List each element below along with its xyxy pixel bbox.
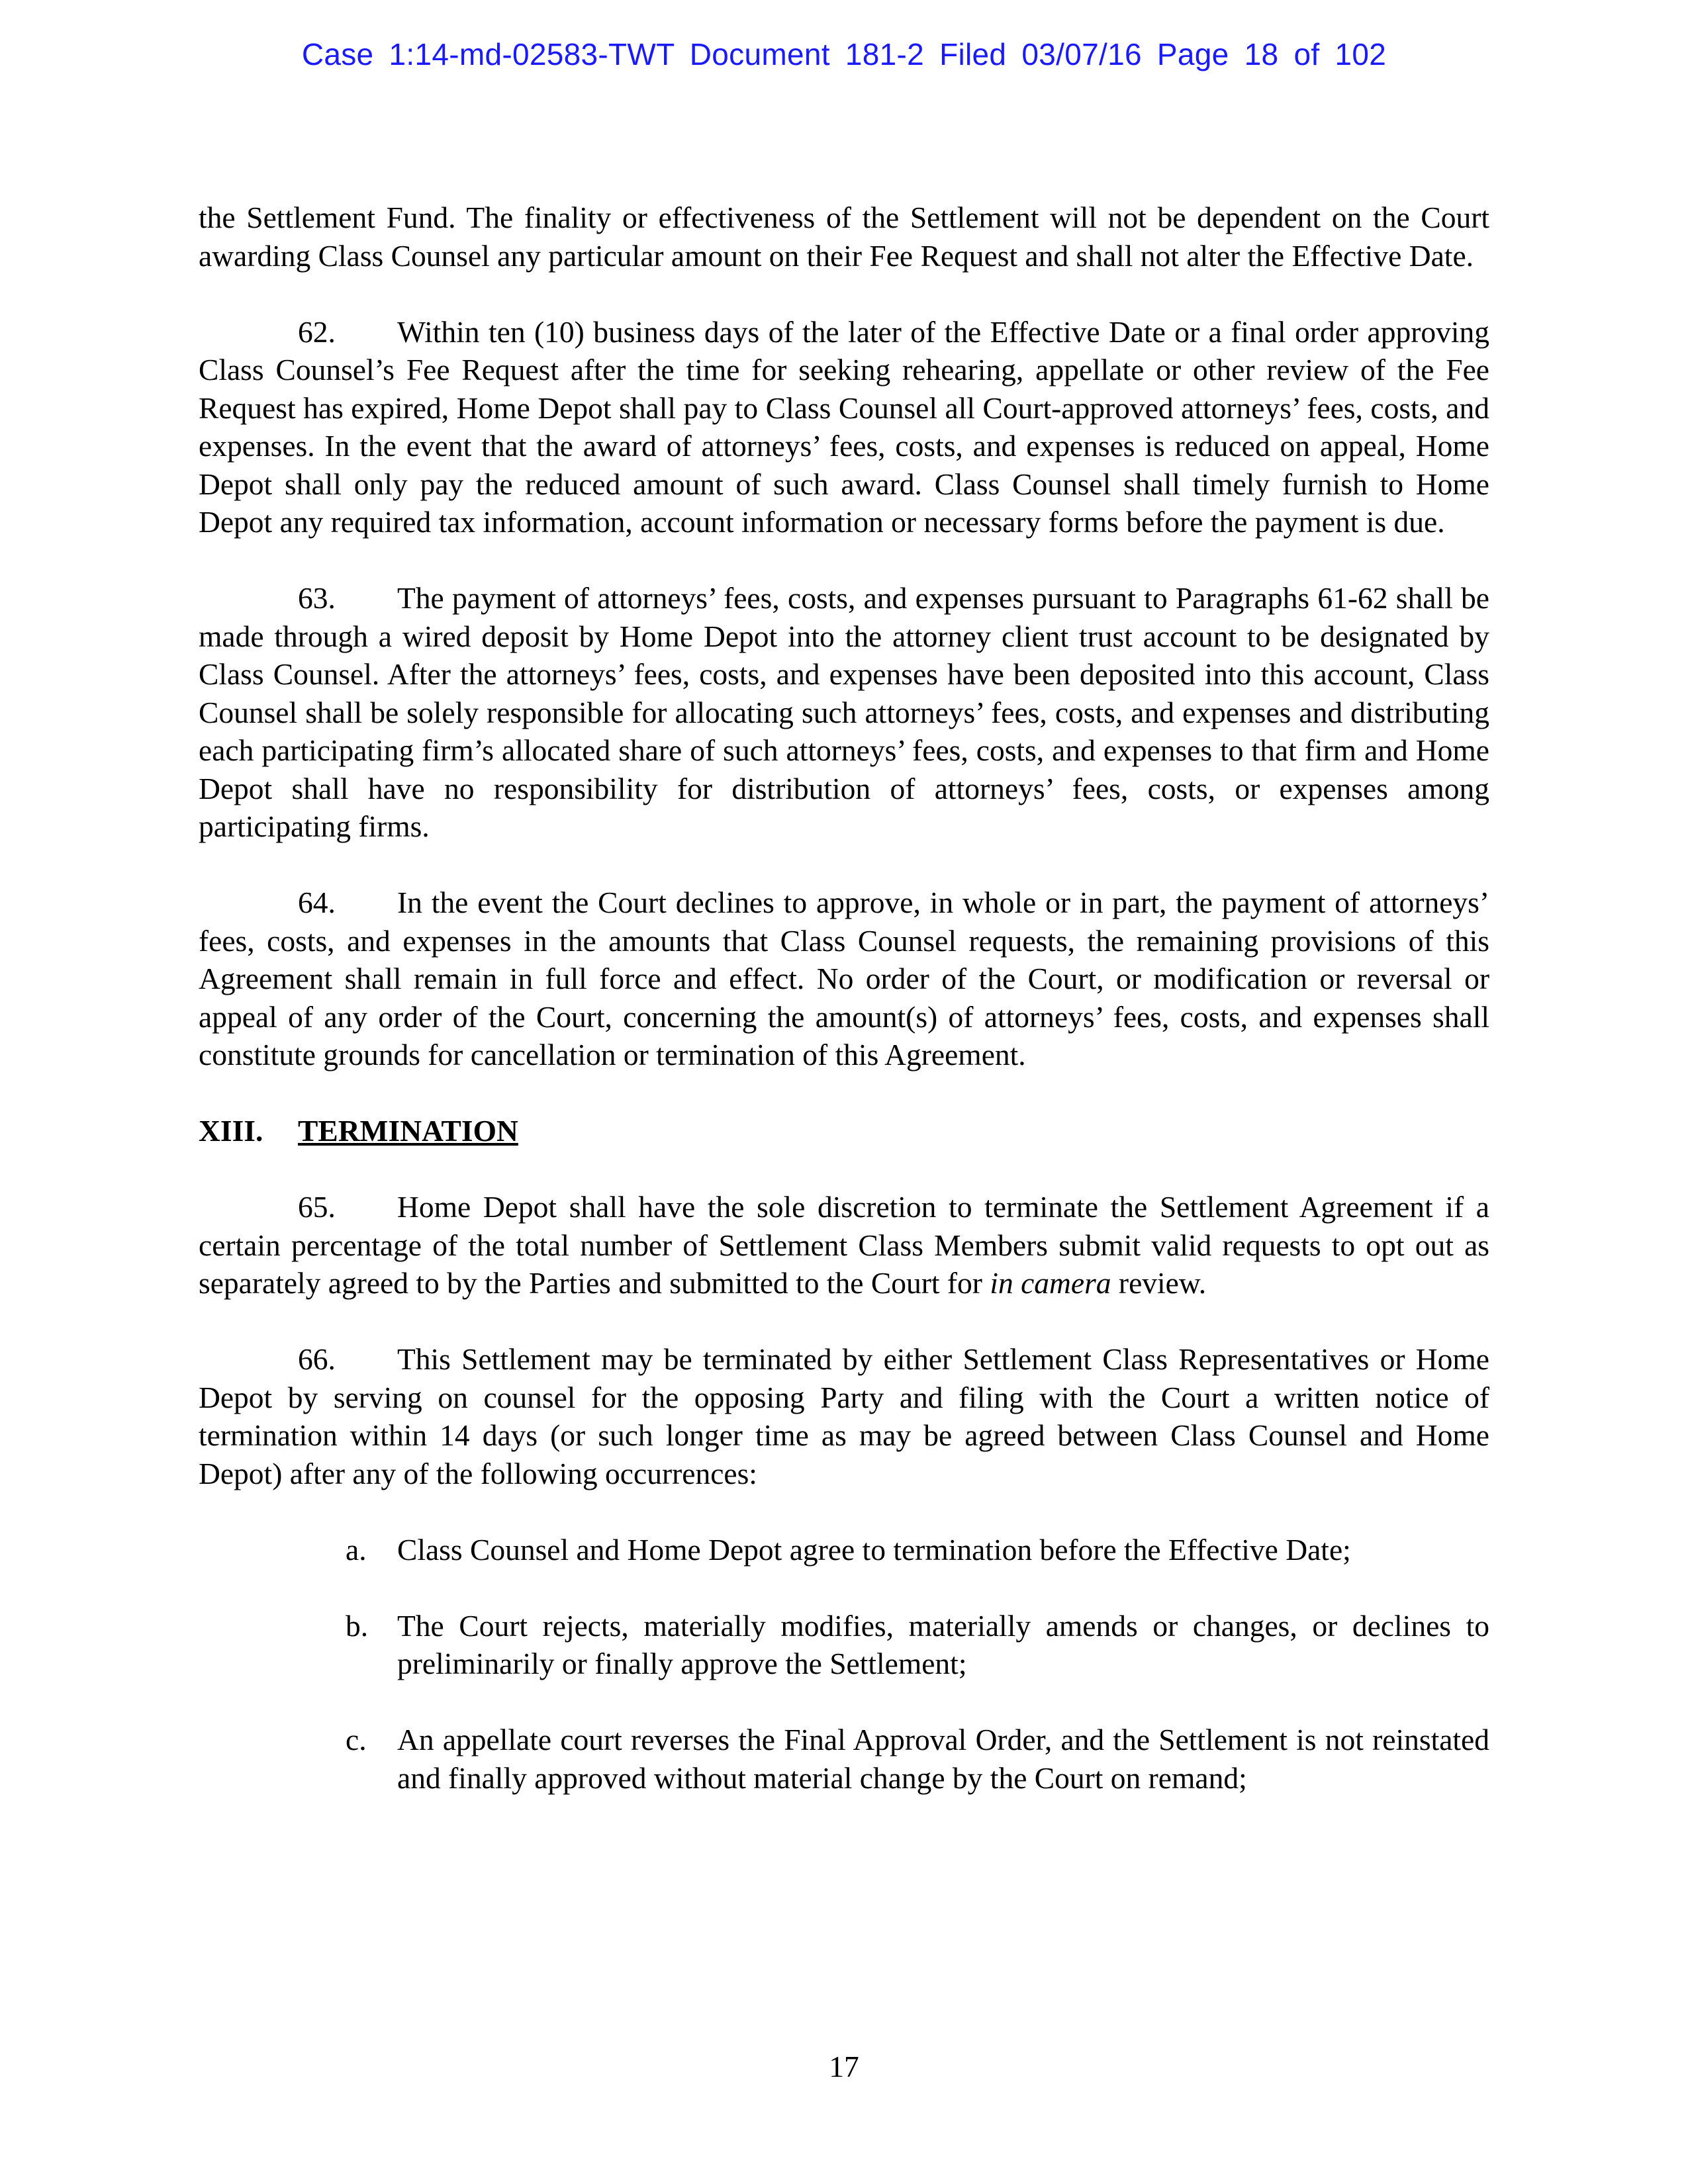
case-header: Case 1:14-md-02583-TWT Document 181-2 Filed 03/07/16 Page 18 of 102 xyxy=(301,37,1387,71)
document-body xyxy=(199,199,1489,1835)
list-item-b xyxy=(199,1607,1489,1683)
paragraph-text: The payment of attorneys’ fees, costs, and expenses pursuant to Paragraphs 61-62 shall be made through a wired deposit by Home Depot into the attorney client trust account to be designated by Class Counsel. After the attorneys’ fees, costs, and expenses have been deposited into this account, Class Counsel shall be solely responsible for allocating such attorneys’ fees, costs, and expenses and distributing each participating firm’s allocated share of such attorneys’ fees, costs, and expenses to that firm and Home Depot shall have no responsibility for distribution of attorneys’ fees, costs, or expenses among participating firms. xyxy=(199,581,1489,843)
list-text: An appellate court reverses the Final Approval Order, and the Settlement is not reinstated and finally approved without material change by the Court on remand; xyxy=(397,1723,1489,1795)
paragraph-number: 63. xyxy=(298,581,336,615)
paragraph-number: 62. xyxy=(298,314,336,349)
list-text: Class Counsel and Home Depot agree to termination before the Effective Date; xyxy=(397,1532,1351,1567)
section-heading xyxy=(199,1112,1489,1150)
paragraph-text-end: review. xyxy=(1111,1266,1207,1300)
paragraph-number: 65. xyxy=(298,1190,336,1224)
paragraph-number: 64. xyxy=(298,886,336,919)
italic-phrase: in camera xyxy=(990,1266,1111,1300)
paragraph-63 xyxy=(199,579,1489,846)
page-number: 17 xyxy=(829,2050,859,2083)
list-text: The Court rejects, materially modifies, materially amends or changes, or declines to preliminarily or finally approve the Settlement; xyxy=(397,1608,1489,1680)
paragraph-62 xyxy=(199,313,1489,541)
list-marker: b. xyxy=(346,1608,369,1643)
paragraph-text: Within ten (10) business days of the later of the Effective Date or a final order approving Class Counsel’s Fee Request after the time for seeking rehearing, appellate or other review of the Fee Request has expired, Home Depot shall pay to Class Counsel all Court-approved attorneys’ fees, costs, and expenses. In the event that the award of attorneys’ fees, costs, and expenses is reduced on appeal, Home Depot shall only pay the reduced amount of such award. Class Counsel shall timely furnish to Home Depot any required tax information, account information or necessary forms before the payment is due. xyxy=(199,314,1489,539)
paragraph-66 xyxy=(199,1340,1489,1492)
paragraph-number: 66. xyxy=(298,1342,336,1376)
paragraph-text: Home Depot shall have the sole discretion to terminate the Settlement Agreement if a certain percentage of the total number of Settlement Class Members submit valid requests to opt out as separately agreed to by the Parties and submitted to the Court for xyxy=(199,1190,1489,1300)
paragraph-text: This Settlement may be terminated by either Settlement Class Representatives or Home Depot by serving on counsel for the opposing Party and filing with the Court a written notice of termination within 14 days (or such longer time as may be agreed between Class Counsel and Home Depot) after any of the following occurrences: xyxy=(199,1342,1489,1490)
section-title: TERMINATION xyxy=(298,1114,518,1148)
list-item-c xyxy=(199,1721,1489,1797)
paragraph-65 xyxy=(199,1188,1489,1302)
continuation-paragraph: the Settlement Fund. The finality or effectiveness of the Settlement will not be dependent on the Court awarding Class Counsel any particular amount on their Fee Request and shall not alter the Effective Date. xyxy=(199,201,1489,273)
list-marker: c. xyxy=(346,1723,367,1756)
section-number: XIII. xyxy=(199,1114,263,1148)
list-marker: a. xyxy=(346,1532,367,1567)
paragraph-text: In the event the Court declines to approve, in whole or in part, the payment of attorneys’ fees, costs, and expenses in the amounts that Class Counsel requests, the remaining provisions of this Agreement shall remain in full force and effect. No order of the Court, or modification or reversal or appeal of any order of the Court, concerning the amount(s) of attorneys’ fees, costs, and expenses shall constitute grounds for cancellation or termination of this Agreement. xyxy=(199,886,1489,1071)
list-item-a xyxy=(199,1531,1489,1569)
paragraph-64 xyxy=(199,884,1489,1074)
